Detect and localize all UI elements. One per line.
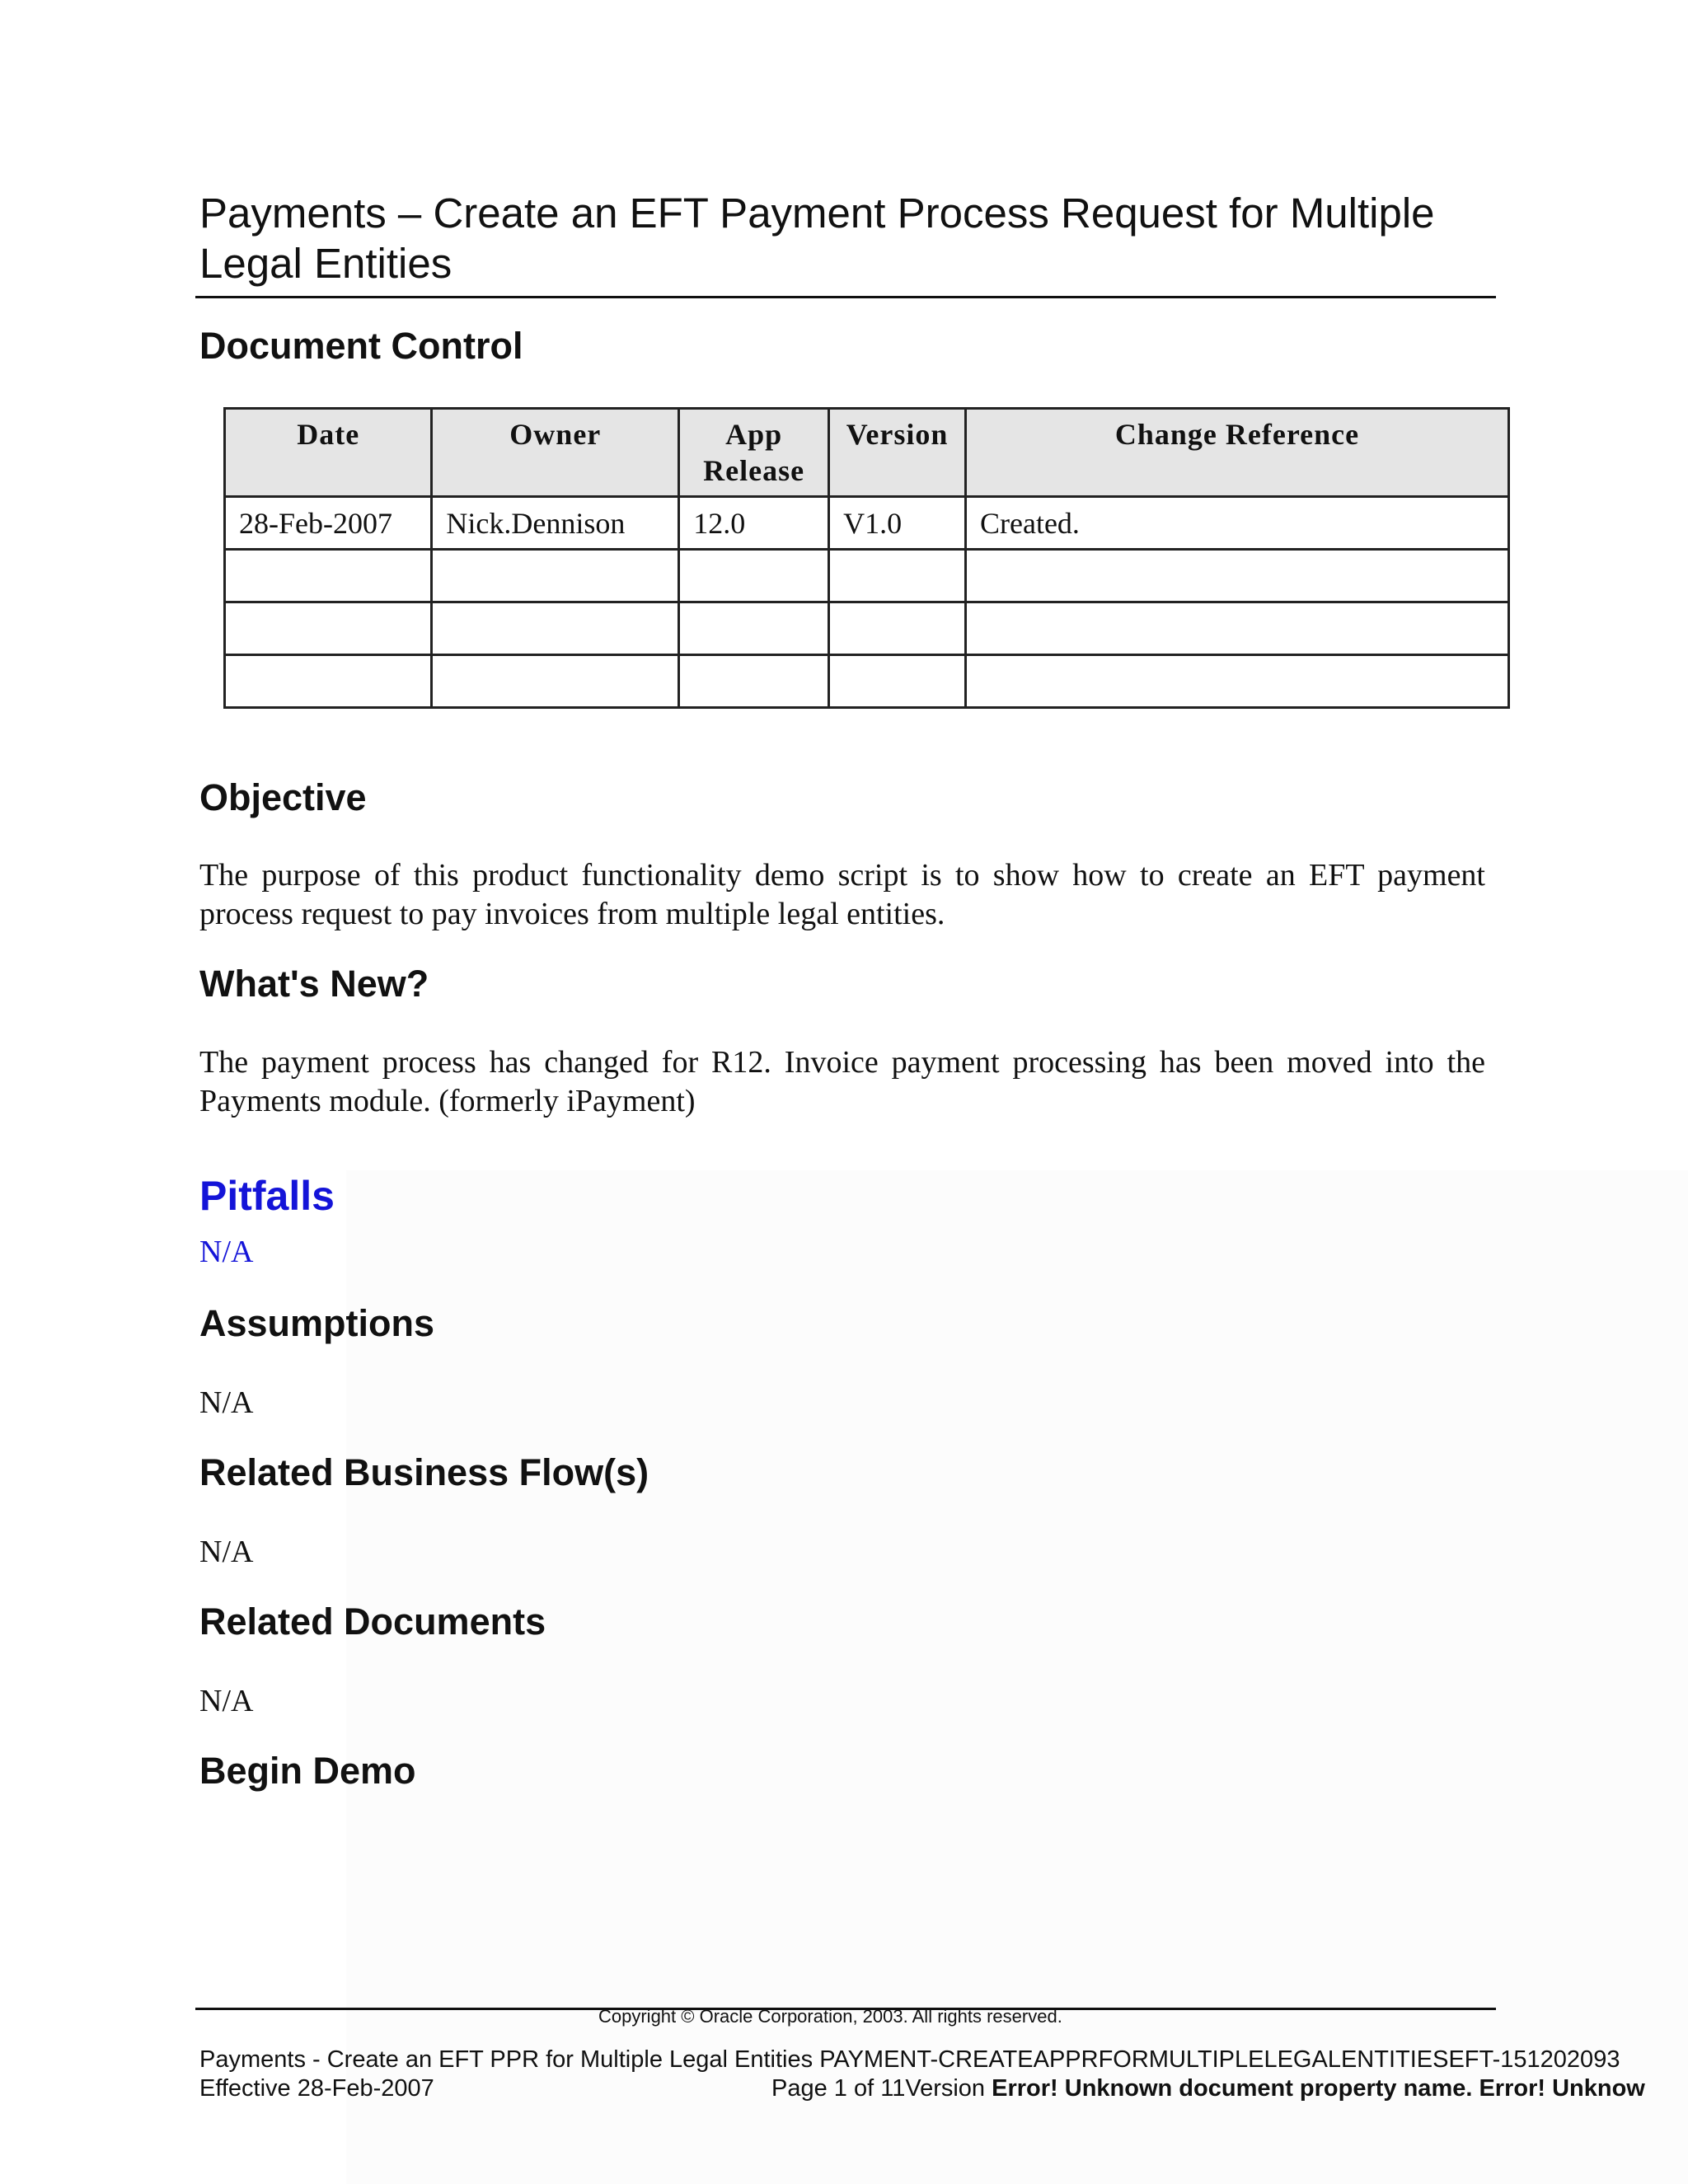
cell-app-release	[679, 602, 829, 655]
table-header-row	[225, 409, 1509, 497]
table-row	[225, 602, 1509, 655]
column-header-change-reference: Change Reference	[965, 409, 1508, 497]
related-business-flows-text: N/A	[199, 1535, 254, 1569]
cell-app-release	[679, 550, 829, 602]
cell-app-release: 12.0	[679, 497, 829, 550]
assumptions-text: N/A	[199, 1385, 254, 1420]
related-documents-text: N/A	[199, 1684, 254, 1718]
cell-version	[829, 602, 966, 655]
cell-version	[829, 655, 966, 708]
whats-new-text: The payment process has changed for R12. Invoice payment processing has been moved into the Payments module. (formerly iPayment)	[199, 1045, 1485, 1118]
cell-change-reference: Created.	[965, 497, 1508, 550]
cell-date	[225, 602, 432, 655]
footer-line-1	[199, 2046, 1620, 2074]
objective-heading: Objective	[199, 776, 367, 818]
begin-demo-heading: Begin Demo	[199, 1750, 416, 1792]
footer-version-label: Version	[905, 2075, 986, 2102]
related-business-flows-heading: Related Business Flow(s)	[199, 1451, 649, 1493]
title-divider	[195, 296, 1496, 298]
cell-date	[225, 550, 432, 602]
document-control-table	[223, 407, 1510, 709]
footer-line-2	[771, 2075, 1645, 2102]
pitfalls-text: N/A	[199, 1235, 254, 1269]
column-header-owner: Owner	[432, 409, 679, 497]
cell-change-reference	[965, 655, 1508, 708]
cell-change-reference	[965, 602, 1508, 655]
document-title: Payments – Create an EFT Payment Process Request for Multiple Legal Entities	[199, 190, 1435, 287]
cell-version	[829, 550, 966, 602]
related-documents-heading: Related Documents	[199, 1601, 546, 1643]
footer-doc-title: Payments - Create an EFT PPR for Multiple Legal Entities	[199, 2046, 814, 2073]
pitfalls-heading: Pitfalls	[199, 1173, 335, 1219]
cell-owner	[432, 655, 679, 708]
table-row	[225, 497, 1509, 550]
table-row	[225, 550, 1509, 602]
cell-date: 28-Feb-2007	[225, 497, 432, 550]
column-header-date: Date	[225, 409, 432, 497]
cell-date	[225, 655, 432, 708]
page-background-shade	[346, 1170, 1688, 2184]
copyright-notice: Copyright © Oracle Corporation, 2003. All rights reserved.	[598, 2006, 1062, 2027]
cell-change-reference	[965, 550, 1508, 602]
cell-version: V1.0	[829, 497, 966, 550]
cell-owner: Nick.Dennison	[432, 497, 679, 550]
footer-error-text: Error! Unknown document property name. Error! Unknow	[992, 2075, 1645, 2102]
objective-text: The purpose of this product functionality demo script is to show how to create an EFT payment process request to pay invoices from multiple legal entities.	[199, 858, 1485, 931]
footer-doc-code: PAYMENT-CREATEAPPRFORMULTIPLELEGALENTITIESEFT-151202093	[819, 2046, 1620, 2073]
footer-page-number: Page 1 of 11	[771, 2075, 906, 2102]
column-header-version: Version	[829, 409, 966, 497]
cell-owner	[432, 602, 679, 655]
column-header-app-release: App Release	[679, 409, 829, 497]
whats-new-heading: What's New?	[199, 963, 429, 1005]
assumptions-heading: Assumptions	[199, 1302, 435, 1344]
footer-effective-date: Effective 28-Feb-2007	[199, 2075, 434, 2102]
document-control-heading: Document Control	[199, 325, 523, 367]
table-row	[225, 655, 1509, 708]
cell-owner	[432, 550, 679, 602]
cell-app-release	[679, 655, 829, 708]
